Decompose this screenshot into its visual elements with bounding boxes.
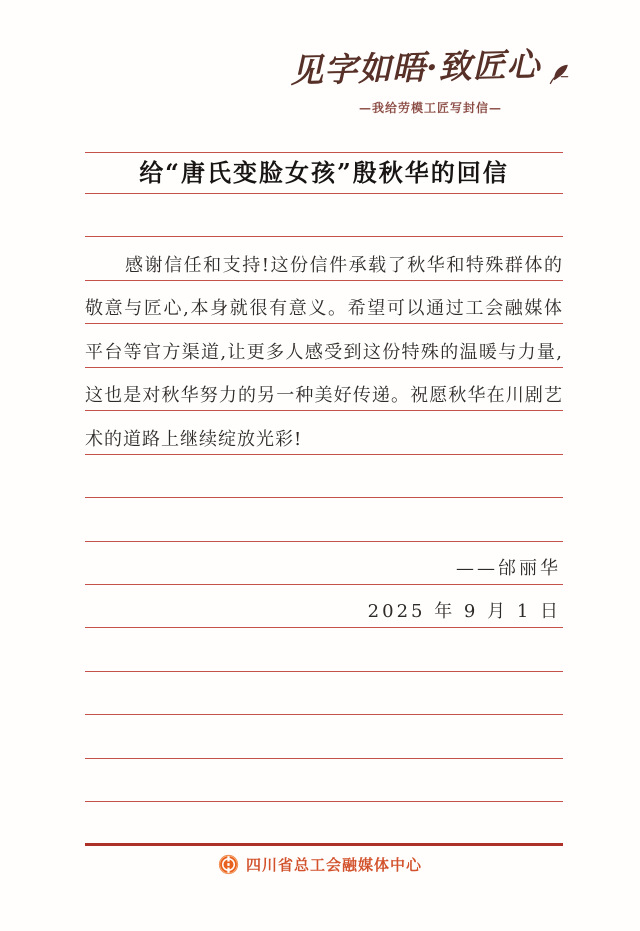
ruled-row-blank	[85, 628, 563, 671]
ruled-row-body	[85, 411, 563, 454]
masthead-subtitle: —我给劳模工匠写封信—	[358, 101, 502, 115]
footer-text: 四川省总工会融媒体中心	[245, 856, 422, 874]
trade-union-logo-icon	[218, 854, 239, 875]
ruled-row-signature	[85, 542, 563, 585]
ruled-row-body	[85, 237, 563, 280]
ruled-row-body	[85, 368, 563, 411]
title-text: 给“唐氏变脸女孩”殷秋华的回信	[139, 158, 509, 187]
date-text: 2025 年 9 月 1 日	[367, 601, 561, 623]
ruled-row-title	[85, 153, 563, 194]
body-text: 平台等官方渠道,让更多人感受到这份特殊的温暖与力量,	[85, 341, 563, 363]
ruled-row-blank	[85, 802, 563, 845]
ruled-row-blank	[85, 759, 563, 802]
ruled-row-blank	[85, 498, 563, 541]
signature-text: ——邰丽华	[456, 557, 561, 579]
masthead	[283, 42, 578, 116]
ruled-row-blank	[85, 672, 563, 715]
ruled-row-blank	[85, 455, 563, 498]
ruled-row-body	[85, 324, 563, 367]
masthead-calligraphy-row	[283, 42, 578, 89]
ruled-row-date	[85, 585, 563, 628]
footer	[0, 854, 640, 875]
body-text: 这也是对秋华努力的另一种美好传递。祝愿秋华在川剧艺	[85, 385, 563, 407]
body-text: 感谢信任和支持!这份信件承载了秋华和特殊群体的	[125, 254, 563, 276]
ruled-row-blank	[85, 194, 563, 237]
masthead-calligraphy: 见字如晤·致匠心	[289, 44, 542, 91]
ruled-row-blank	[85, 715, 563, 758]
ruled-row-body	[85, 281, 563, 324]
body-text: 敬意与匠心,本身就很有意义。希望可以通过工会融媒体	[85, 298, 563, 320]
ruled-letter-area	[85, 152, 563, 846]
body-text: 术的道路上继续绽放光彩!	[85, 428, 303, 450]
quill-icon	[545, 61, 571, 87]
